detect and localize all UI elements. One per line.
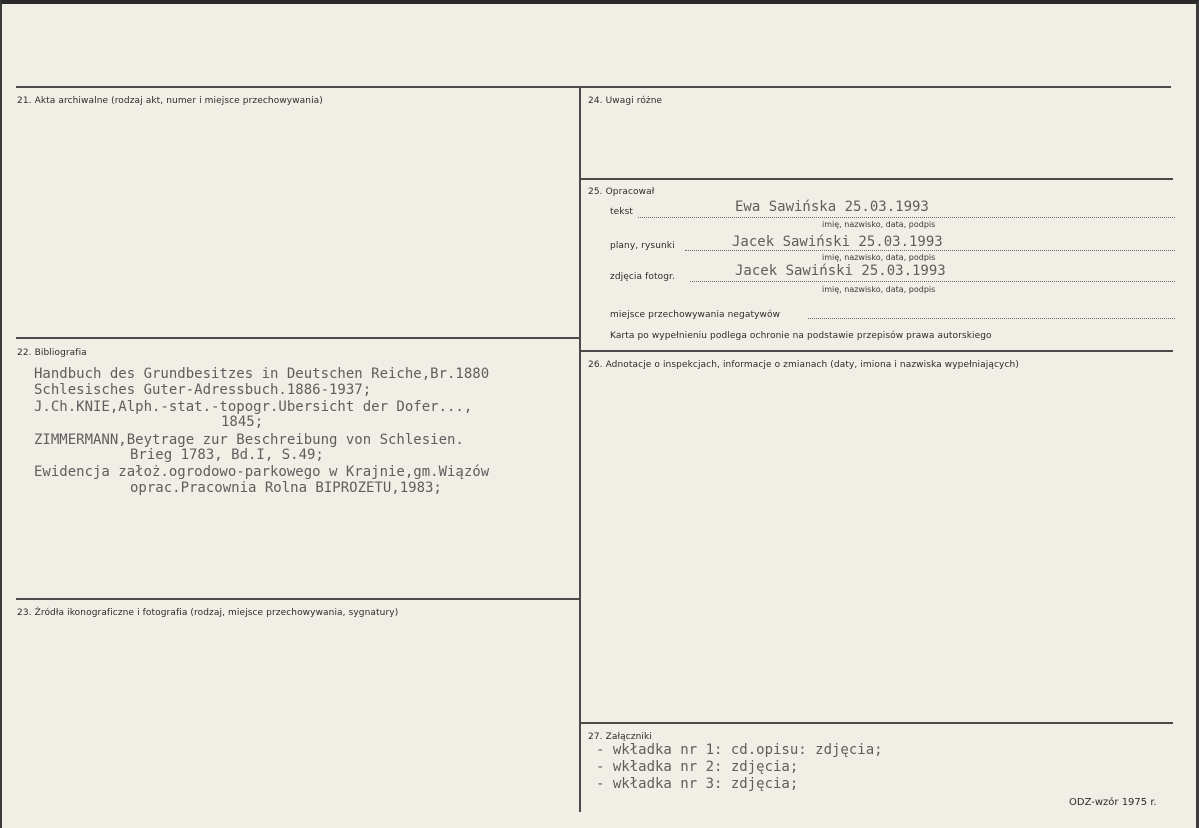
divider-24-25 [581, 178, 1173, 180]
plany-line [685, 250, 1175, 251]
copyright-note: Karta po wypełnieniu podlega ochronie na podstawie przepisów prawa autorskiego [610, 331, 992, 341]
section-21-label: 21. Akta archiwalne (rodzaj akt, numer i miejsce przechowywania) [17, 96, 323, 106]
bibliography-line: Schlesisches Guter-Adressbuch.1886-1937; [34, 382, 372, 398]
divider-26-27 [581, 722, 1173, 724]
zdjecia-line [690, 281, 1175, 282]
tekst-caption: imię, nazwisko, data, podpis [822, 220, 936, 229]
center-divider [579, 88, 581, 812]
negatywy-line [808, 318, 1175, 319]
bibliography-line: 1845; [221, 414, 264, 430]
plany-caption: imię, nazwisko, data, podpis [822, 253, 936, 262]
bibliography-line: J.Ch.KNIE,Alph.-stat.-topogr.Ubersicht der Dofer..., [34, 399, 473, 415]
negatywy-label: miejsce przechowywania negatywów [610, 310, 781, 320]
divider-22-23 [16, 598, 579, 600]
section-27-label: 27. Załączniki [588, 732, 652, 742]
section-23-label: 23. Źródła ikonograficzne i fotografia (rodzaj, miejsce przechowywania, sygnatury) [17, 608, 399, 618]
zdjecia-caption: imię, nazwisko, data, podpis [822, 285, 936, 294]
bibliography-line: oprac.Pracownia Rolna BIPROZETU,1983; [130, 480, 442, 496]
attachment-item: - wkładka nr 1: cd.opisu: zdjęcia; [596, 742, 883, 758]
section-25-label: 25. Opracował [588, 187, 655, 197]
bibliography-line: Brieg 1783, Bd.I, S.49; [130, 447, 324, 463]
zdjecia-value: Jacek Sawiński 25.03.1993 [735, 263, 946, 279]
section-26-label: 26. Adnotacje o inspekcjach, informacje o zmianach (daty, imiona i nazwiska wypełniających) [588, 360, 1019, 370]
bibliography-line: Handbuch des Grundbesitzes in Deutschen Reiche,Br.1880 [34, 366, 490, 382]
attachment-item: - wkładka nr 3: zdjęcia; [596, 776, 799, 792]
section-24-label: 24. Uwagi różne [588, 96, 663, 106]
bibliography-line: ZIMMERMANN,Beytrage zur Beschreibung von Schlesien. [34, 432, 464, 448]
tekst-line [638, 217, 1175, 218]
bibliography-line: Ewidencja założ.ogrodowo-parkowego w Krajnie,gm.Wiązów [34, 464, 490, 480]
zdjecia-label: zdjęcia fotogr. [610, 272, 675, 282]
section-22-label: 22. Bibliografia [17, 348, 87, 358]
plany-value: Jacek Sawiński 25.03.1993 [732, 234, 943, 250]
divider-21-22 [16, 337, 579, 339]
tekst-value: Ewa Sawińska 25.03.1993 [735, 199, 929, 215]
tekst-label: tekst [610, 207, 633, 217]
top-rule [16, 86, 1171, 88]
plany-label: plany, rysunki [610, 241, 675, 251]
form-template-id: ODZ-wzór 1975 r. [1069, 797, 1157, 808]
attachment-item: - wkładka nr 2: zdjęcia; [596, 759, 799, 775]
divider-25-26 [581, 350, 1173, 352]
